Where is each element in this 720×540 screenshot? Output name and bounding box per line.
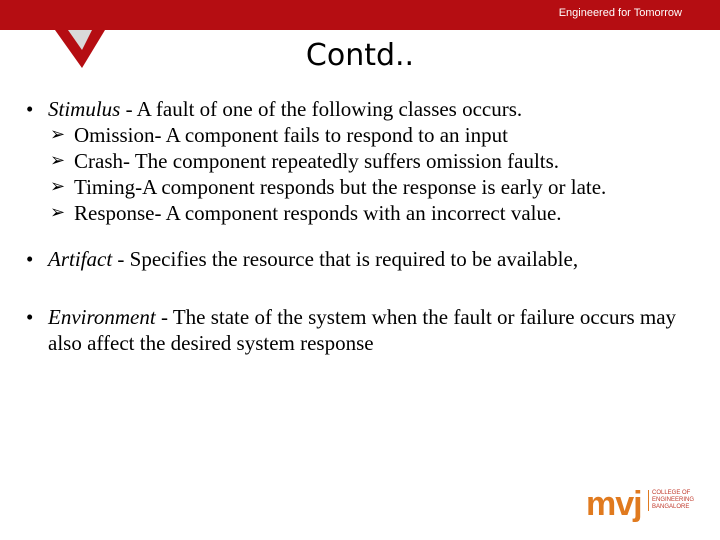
- logo-line-1: COLLEGE OF: [652, 490, 691, 496]
- bullet-stimulus: [26, 96, 706, 122]
- bullet-term: Artifact: [48, 247, 113, 271]
- logo-line-3: BANGALORE: [652, 504, 690, 510]
- slide-title: Contd..: [305, 38, 415, 73]
- sub-item-text: Crash- The component repeatedly suffers omission faults.: [74, 149, 560, 173]
- college-logo: [586, 486, 706, 526]
- bullet-text: - The state of the system when the fault or failure occurs may also affect the desired system response: [48, 305, 677, 355]
- logo-caption: [648, 490, 708, 511]
- sub-item-omission: [50, 122, 706, 148]
- sub-item-text: Timing-A component responds but the response is early or late.: [74, 175, 607, 199]
- slide-content: [26, 96, 706, 356]
- bullet-text: - A fault of one of the following classes occurs.: [120, 97, 523, 121]
- header-tagline: Engineered for Tomorrow: [558, 7, 682, 19]
- sub-item-text: Omission- A component fails to respond to an input: [74, 123, 508, 147]
- bullet-term: Environment: [48, 305, 156, 329]
- logo-mark: mvj: [586, 485, 642, 523]
- bullet-dot-icon: •: [26, 305, 34, 329]
- sub-item-response: [50, 200, 706, 226]
- sub-item-crash: [50, 148, 706, 174]
- arrow-bullet-icon: ➢: [50, 202, 66, 223]
- bullet-dot-icon: •: [26, 247, 34, 271]
- logo-line-2: ENGINEERING: [652, 497, 695, 503]
- arrow-bullet-icon: ➢: [50, 150, 66, 171]
- bullet-dot-icon: •: [26, 97, 34, 121]
- bullet-environment: [26, 304, 706, 356]
- arrow-bullet-icon: ➢: [50, 124, 66, 145]
- sub-item-text: Response- A component responds with an incorrect value.: [74, 201, 562, 225]
- sub-item-timing: [50, 174, 706, 200]
- bullet-artifact: [26, 246, 706, 272]
- bullet-term: Stimulus: [48, 97, 121, 121]
- bullet-text: - Specifies the resource that is required to be available,: [112, 247, 579, 271]
- arrow-bullet-icon: ➢: [50, 176, 66, 197]
